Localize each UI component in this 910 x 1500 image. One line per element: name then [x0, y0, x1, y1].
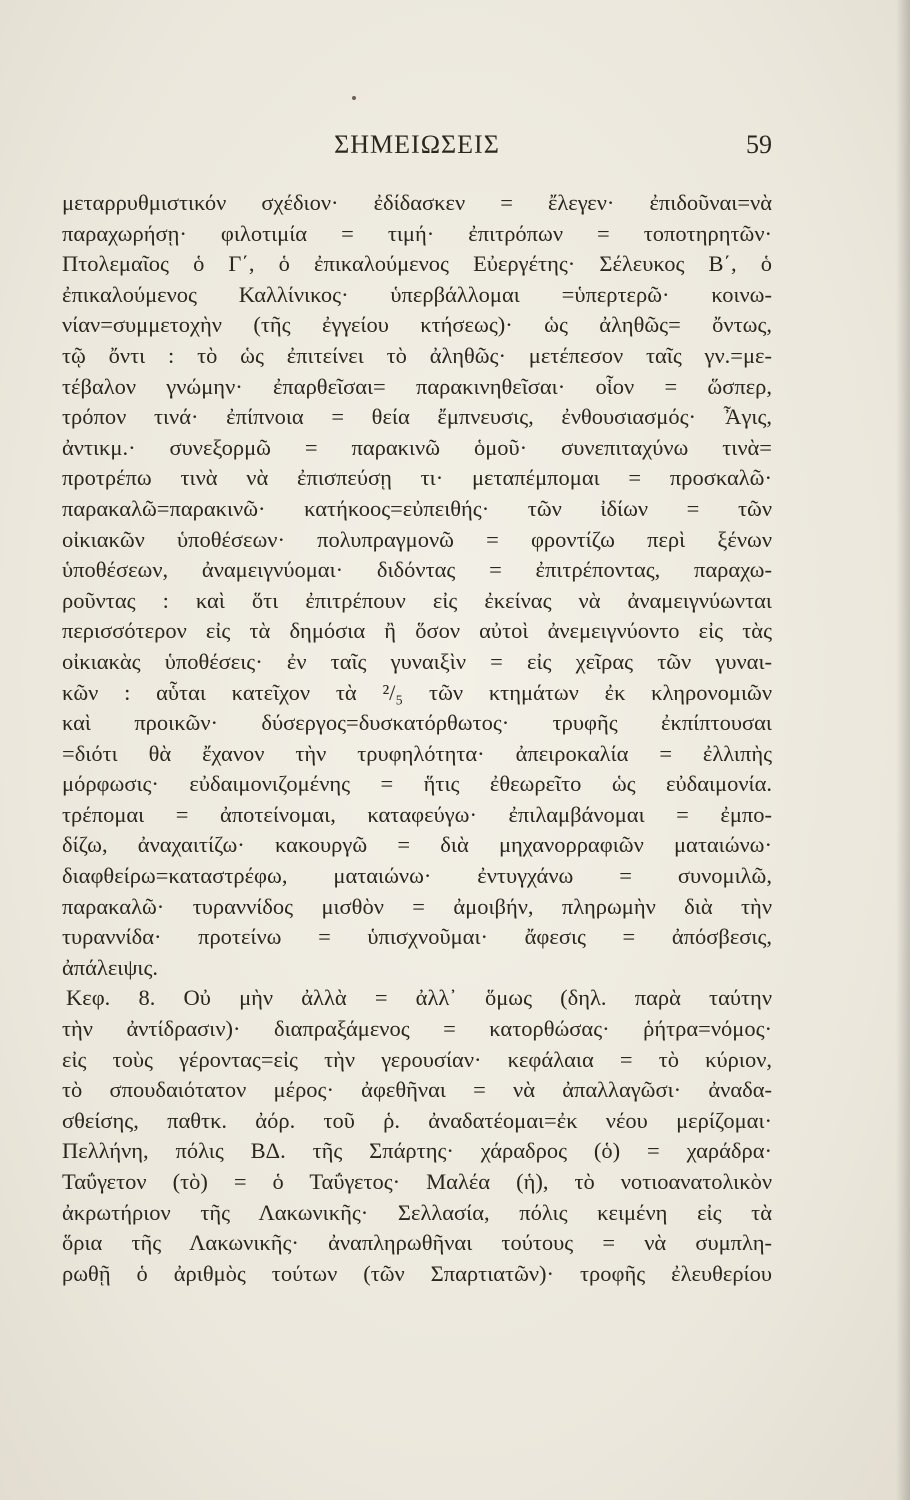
text-line: τῷ ὄντι : τὸ ὡς ἐπιτείνει τὸ ἀληθῶς· μετέπεσον ταῖς γν.=με-: [62, 342, 772, 368]
text-line: =διότι θὰ ἔχανον τὴν τρυφηλότητα· ἀπειροκαλία = ἐλλιπὴς: [62, 740, 772, 766]
text-line: προτρέπω τινὰ νὰ ἐπισπεύσῃ τι· μεταπέμπομαι = προσκαλῶ·: [62, 465, 772, 491]
text-line: οἰκιακὰς ὑποθέσεις· ἐν ταῖς γυναιξὶν = εἰς χεῖρας τῶν γυναι-: [62, 648, 772, 674]
text-line: κῶν : αὗται κατεῖχον τὰ ²/₅ τῶν κτημάτων ἐκ κληρονομιῶν: [62, 679, 772, 705]
text-line: παρακαλῶ=παρακινῶ· κατήκοος=εὐπειθής· τῶν ἰδίων = τῶν: [62, 495, 772, 521]
text-line: Ταΰγετον (τὸ) = ὁ Ταΰγετος· Μαλέα (ἡ), τὸ νοτιοανατολικὸν: [62, 1169, 772, 1194]
text-line: ὅρια τῆς Λακωνικῆς· ἀναπληρωθῆναι τούτους = νὰ συμπλη-: [62, 1230, 772, 1256]
text-line: μεταρρυθμιστικόν σχέδιον· ἐδίδασκεν = ἔλεγεν· ἐπιδοῦναι=νὰ: [62, 190, 772, 215]
text-line: παραχωρήσῃ· φιλοτιμία = τιμή· ἐπιτρόπων = τοποτηρητῶν·: [62, 220, 772, 246]
text-line: Πελλήνη, πόλις ΒΔ. τῆς Σπάρτης· χάραδρος (ὁ) = χαράδρα·: [62, 1138, 772, 1164]
text-line: Πτολεμαῖος ὁ Γ΄, ὁ ἐπικαλούμενος Εὐεργέτης· Σέλευκος Β΄, ὁ: [62, 251, 772, 277]
text-line: περισσότερον εἰς τὰ δημόσια ἢ ὅσον αὐτοὶ ἀνεμειγνύοντο εἰς τὰς: [62, 618, 772, 644]
text-line: νίαν=συμμετοχὴν (τῆς ἐγγείου κτήσεως)· ὡς ἀληθῶς= ὄντως,: [62, 312, 772, 338]
text-line: εἰς τοὺς γέροντας=εἰς τὴν γερουσίαν· κεφάλαια = τὸ κύριον,: [62, 1046, 772, 1072]
text-line: δίζω, ἀναχαιτίζω· κακουργῶ = διὰ μηχανορραφιῶν ματαιώνω·: [62, 832, 772, 858]
text-line-paragraph-end: ἀπάλειψις.: [62, 954, 159, 980]
text-line: τρόπον τινά· ἐπίπνοια = θεία ἔμπνευσις, ἐνθουσιασμός· Ἆγις,: [62, 404, 772, 430]
text-line: παρακαλῶ· τυραννίδος μισθὸν = ἀμοιβήν, πληρωμὴν διὰ τὴν: [62, 893, 772, 919]
text-line: σθείσης, παθτκ. ἀόρ. τοῦ ῥ. ἀναδατέομαι=ἐκ νέου μερίζομαι·: [62, 1107, 772, 1133]
text-line: οἰκιακῶν ὑποθέσεων· πολυπραγμονῶ = φροντίζω περὶ ξένων: [62, 526, 772, 552]
page-edge-shadow: [896, 0, 910, 1500]
text-line: ἐπικαλούμενος Καλλίνικος· ὑπερβάλλομαι =ὑπερτερῶ· κοινω-: [62, 281, 772, 307]
running-head: [62, 130, 772, 170]
text-line: τὸ σπουδαιότατον μέρος· ἀφεθῆναι = νὰ ἀπαλλαγῶσι· ἀναδα-: [62, 1077, 772, 1103]
text-line: τυραννίδα· προτείνω = ὑπισχνοῦμαι· ἄφεσις = ἀπόσβεσις,: [62, 924, 772, 950]
notes-body: [62, 188, 772, 1289]
text-line: καὶ προικῶν· δύσεργος=δυσκατόρθωτος· τρυφῆς ἐκπίπτουσαι: [62, 710, 772, 736]
text-line: διαφθείρω=καταστρέφω, ματαιώνω· ἐντυγχάνω = συνομιλῶ,: [62, 863, 772, 889]
ink-speck: [352, 96, 356, 100]
text-line: τρέπομαι = ἀποτείνομαι, καταφεύγω· ἐπιλαμβάνομαι = ἐμπο-: [62, 801, 772, 827]
page-title: ΣΗΜΕΙΩΣΕΙΣ: [334, 130, 500, 159]
text-line: ἀντικμ.· συνεξορμῶ = παρακινῶ ὁμοῦ· συνεπιταχύνω τινὰ=: [62, 434, 772, 460]
text-line: ἀκρωτήριον τῆς Λακωνικῆς· Σελλασία, πόλις κειμένη εἰς τὰ: [62, 1199, 772, 1225]
text-line: μόρφωσις· εὐδαιμονιζομένης = ἥτις ἐθεωρεῖτο ὡς εὐδαιμονία.: [62, 771, 772, 797]
page-number: 59: [746, 130, 772, 159]
text-line: ὑποθέσεων, ἀναμειγνύομαι· διδόντας = ἐπιτρέποντας, παραχω-: [62, 557, 772, 583]
text-line: τέβαλον γνώμην· ἐπαρθεῖσαι= παρακινηθεῖσαι· οἷον = ὥσπερ,: [62, 373, 772, 399]
text-line: ρωθῇ ὁ ἀριθμὸς τούτων (τῶν Σπαρτιατῶν)· τροφῆς ἐλευθερίου: [62, 1260, 772, 1286]
text-line: ροῦντας : καὶ ὅτι ἐπιτρέπουν εἰς ἐκείνας νὰ ἀναμειγνύωνται: [62, 587, 772, 613]
text-line-chapter-start: Κεφ. 8. Οὐ μὴν ἀλλὰ = ἀλλ᾽ ὅμως (δηλ. παρὰ ταύτην: [66, 985, 772, 1011]
text-line: τὴν ἀντίδρασιν)· διαπραξάμενος = κατορθώσας· ῥήτρα=νόμος·: [62, 1016, 772, 1042]
